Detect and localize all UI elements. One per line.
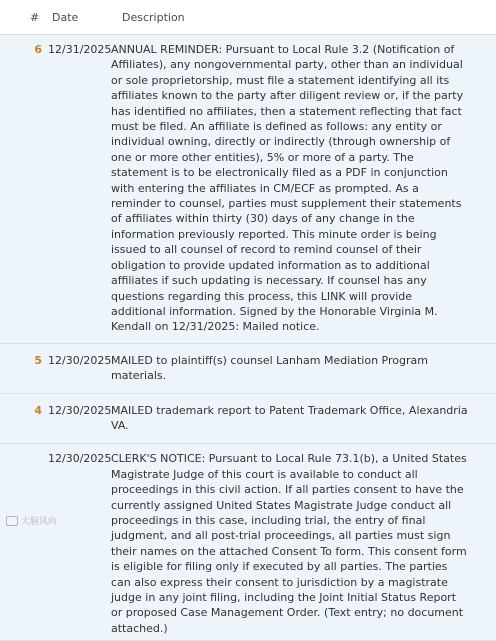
table-row bbox=[0, 35, 496, 344]
entry-description: ANNUAL REMINDER: Pursuant to Local Rule 3.2 (Notification of Affiliates), any nongovernmental party, other than an individual or sole proprietorship, must file a statement identifying all its affiliates known to the party after diligent review or, if the party has identified no affiliates, then a statement reflecting that fact must be filed. An affiliate is defined as follows: any entity or individual owning, directly or indirectly (through ownership of one or more other entities), 5% or more of a party. The statement is to be electronically filed as a PDF in conjunction with entering the affiliates in CM/ECF as prompted. As a reminder to counsel, parties must supplement their statements of affiliates within thirty (30) days of any change in the information previously reported. This minute order is being issued to all counsel of record to remind counsel of their obligation to provide updated information as to additional affiliates if such updating is necessary. If counsel has any questions regarding this process, this LINK will provide additional information. Signed by the Honorable Virginia M. Kendall on 12/31/2025: Mailed notice. bbox=[111, 43, 464, 334]
entry-date: 12/30/2025 bbox=[48, 353, 112, 367]
entry-date: 12/31/2025 bbox=[48, 43, 112, 56]
watermark bbox=[6, 514, 57, 527]
header-description: Description bbox=[122, 10, 185, 24]
entry-number[interactable]: 5 bbox=[34, 353, 42, 367]
entry-description: MAILED to plaintiff(s) counsel Lanham Mediation Program materials. bbox=[111, 353, 428, 383]
entry-number[interactable]: 6 bbox=[34, 43, 42, 56]
table-row bbox=[0, 344, 496, 394]
watermark-logo-icon bbox=[6, 516, 18, 526]
header-date: Date bbox=[52, 10, 79, 24]
entry-number[interactable]: 4 bbox=[34, 403, 42, 417]
entry-date: 12/30/2025 bbox=[48, 452, 112, 466]
table-row bbox=[0, 444, 496, 641]
table-row bbox=[0, 394, 496, 445]
entry-description: MAILED trademark report to Patent Trademark Office, Alexandria VA. bbox=[111, 403, 468, 432]
table-header bbox=[0, 0, 496, 35]
header-number: # bbox=[30, 10, 40, 24]
watermark-text: 大脑风向 bbox=[21, 517, 58, 527]
entry-date: 12/30/2025 bbox=[48, 403, 112, 417]
entry-description: CLERK'S NOTICE: Pursuant to Local Rule 73.1(b), a United States Magistrate Judge of this court is available to conduct all proceedings in this civil action. If all parties consent to have the currently assigned United States Magistrate Judge conduct all proceedings in this case, including trial, the entry of final judgment, and all post-trial proceedings, all parties must sign their names on the attached Consent To form. This consent form is eligible for filing only if executed by all parties. The parties can also express their consent to jurisdiction by a magistrate judge in any joint filing, including the Joint Initial Status Report or proposed Case Management Order. (Text entry; no document attached.) bbox=[111, 452, 467, 635]
